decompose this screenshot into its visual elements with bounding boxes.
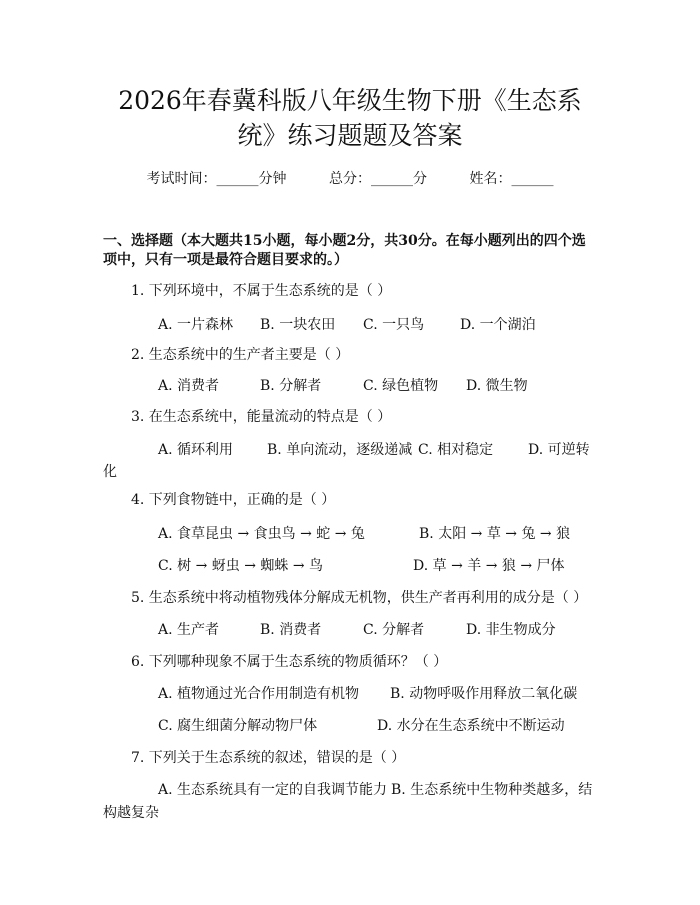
question-3-option-b: B. 单向流动，逐级递减 [267, 442, 413, 458]
question-4-stem: 4. 下列食物链中，正确的是（ ） [131, 492, 336, 508]
question-1-option-a: A. 一片森林 [158, 317, 234, 333]
question-6-option-a: A. 植物通过光合作用制造有机物 [158, 686, 360, 702]
question-4-option-c: C. 树 → 蚜虫 → 蜘蛛 → 鸟 [158, 558, 324, 574]
question-6-option-b: B. 动物呼吸作用释放二氧化碳 [390, 686, 578, 702]
question-7-option-b-wrap: 构越复杂 [103, 805, 159, 821]
question-1-option-c: C. 一只鸟 [363, 317, 425, 333]
document-title-line-1: 2026年春冀科版八年级生物下册《生态系 [118, 86, 582, 115]
exam-meta [0, 168, 700, 188]
section-heading-line-1: 一、选择题（本大题共15小题，每小题2分，共30分。在每小题列出的四个选 [103, 233, 586, 249]
question-2-option-a: A. 消费者 [158, 378, 220, 394]
question-1-stem: 1. 下列环境中，不属于生态系统的是（ ） [131, 283, 392, 299]
question-7-option-a: A. 生态系统具有一定的自我调节能力 [158, 782, 388, 798]
question-7-option-b: B. 生态系统中生物种类越多，结 [391, 782, 593, 798]
question-1-option-b: B. 一块农田 [260, 317, 336, 333]
question-3-option-c: C. 相对稳定 [418, 442, 494, 458]
question-4-option-d: D. 草 → 羊 → 狼 → 尸体 [413, 558, 565, 574]
question-4-option-a: A. 食草昆虫 → 食虫鸟 → 蛇 → 兔 [158, 526, 365, 542]
question-2-stem: 2. 生态系统中的生产者主要是（ ） [131, 347, 350, 363]
question-3-stem: 3. 在生态系统中，能量流动的特点是（ ） [131, 409, 392, 425]
document-title-line-2: 统》练习题题及答案 [237, 121, 463, 150]
section-heading-line-2: 项中，只有一项是最符合题目要求的。） [103, 252, 348, 268]
exam-score: 总分：______分 [329, 171, 427, 187]
question-6-stem: 6. 下列哪种现象不属于生态系统的物质循环？（ ） [131, 654, 448, 670]
question-2-option-c: C. 绿色植物 [363, 378, 439, 394]
exam-time: 考试时间：______分钟 [146, 171, 287, 187]
question-1-option-d: D. 一个湖泊 [460, 317, 536, 333]
question-5-option-c: C. 分解者 [363, 622, 425, 638]
question-3-option-d-wrap: 化 [103, 464, 117, 480]
question-7-stem: 7. 下列关于生态系统的叙述，错误的是（ ） [131, 750, 406, 766]
question-5-option-b: B. 消费者 [260, 622, 322, 638]
question-5-stem: 5. 生态系统中将动植物残体分解成无机物，供生产者再利用的成分是（ ） [131, 590, 588, 606]
question-5-option-d: D. 非生物成分 [466, 622, 556, 638]
question-4-option-b: B. 太阳 → 草 → 兔 → 狼 [419, 526, 571, 542]
question-6-option-c: C. 腐生细菌分解动物尸体 [158, 718, 318, 734]
question-3-option-a: A. 循环利用 [158, 442, 234, 458]
question-2-option-d: D. 微生物 [466, 378, 528, 394]
question-2-option-b: B. 分解者 [260, 378, 322, 394]
exam-name: 姓名：______ [469, 171, 554, 187]
question-5-option-a: A. 生产者 [158, 622, 220, 638]
question-3-option-d: D. 可逆转 [528, 442, 590, 458]
question-6-option-d: D. 水分在生态系统中不断运动 [377, 718, 565, 734]
